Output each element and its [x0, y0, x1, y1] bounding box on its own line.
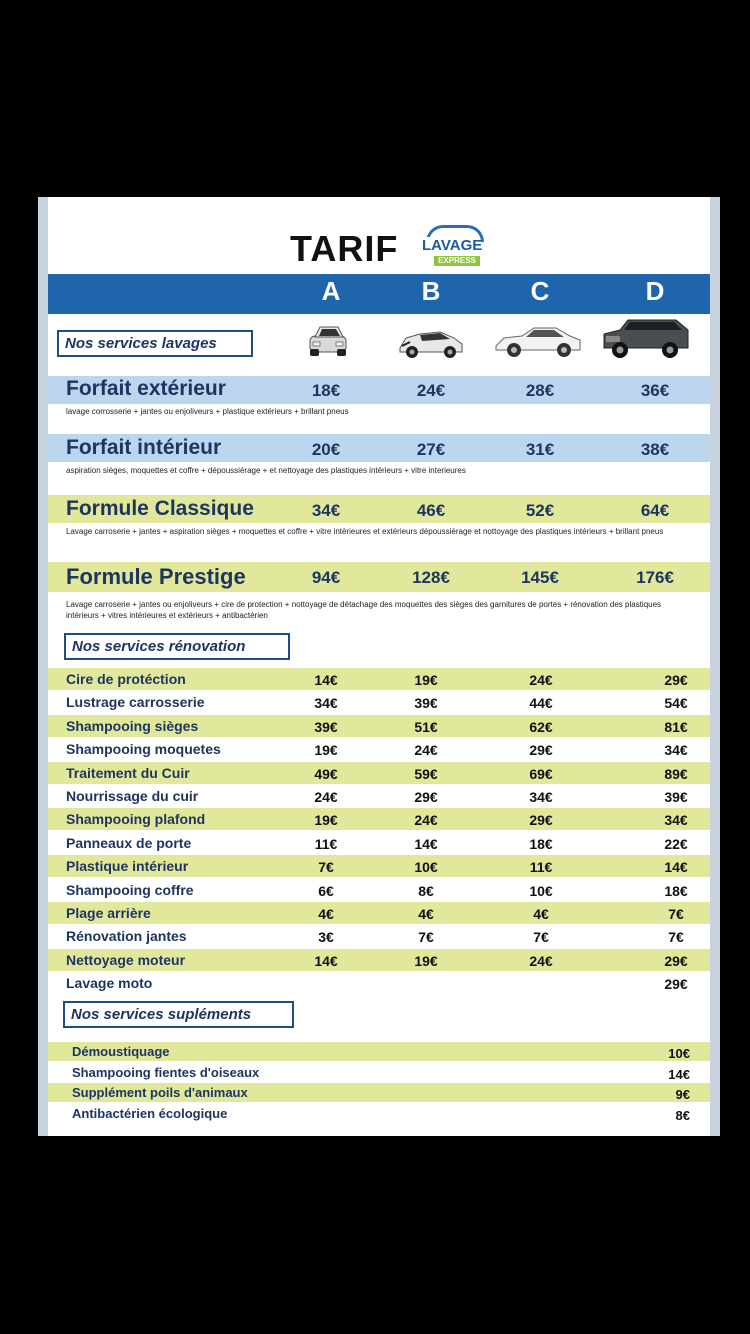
renovation-service-label: Nettoyage moteur: [66, 951, 186, 968]
renovation-service-label: Plastique intérieur: [66, 858, 189, 875]
renovation-price-b: 19€: [414, 672, 438, 688]
formula-price-b: 24€: [416, 381, 446, 400]
renovation-price-a: 6€: [318, 882, 334, 899]
column-a-header: A: [321, 276, 341, 306]
renovation-price-b: 51€: [414, 718, 438, 735]
formula-price-c: 52€: [525, 501, 555, 520]
renovation-price-b: 39€: [414, 695, 438, 712]
renovation-price-b: 19€: [414, 952, 438, 969]
renovation-price-b: 4€: [418, 906, 434, 922]
renovation-service-label: Plage arrière: [66, 905, 151, 921]
renovation-price-d: 34€: [664, 742, 688, 759]
formula-price-b: 27€: [416, 440, 446, 459]
renovation-price-d: 29€: [664, 952, 688, 969]
supplement-price: 10€: [668, 1046, 690, 1061]
renovation-price-a: 14€: [314, 952, 338, 969]
renovation-price-a: 14€: [314, 672, 338, 688]
compact-car-icon: [398, 324, 464, 360]
formula-name: Forfait extérieur: [66, 377, 226, 400]
supplement-price: 14€: [668, 1066, 690, 1082]
renovation-price-d: 18€: [664, 882, 688, 899]
column-b-header: B: [421, 276, 441, 306]
section-washes-label: Nos services lavages: [57, 330, 253, 357]
renovation-price-d: 54€: [664, 695, 688, 712]
section-supplements-label: Nos services supléments: [63, 1001, 294, 1028]
formula-description: Lavage carroserie + jantes + aspiration sièges + moquettes et coffre + vitre intèrieures et extérieurs dépoussiérage et nottoyage des plastiques intérieurs + brillant pneus: [66, 527, 664, 536]
supplement-service-label: Démoustiquage: [72, 1044, 170, 1059]
renovation-price-c: 29€: [529, 742, 553, 759]
renovation-price-c: 69€: [529, 765, 553, 782]
formula-price-b: 128€: [412, 568, 450, 587]
renovation-price-d: 7€: [668, 906, 684, 922]
formula-price-c: 28€: [525, 381, 555, 400]
renovation-price-c: 29€: [529, 812, 553, 829]
renovation-price-c: 24€: [529, 952, 553, 969]
renovation-price-d: 29€: [664, 672, 688, 688]
formula-price-c: 145€: [521, 568, 559, 587]
sheet-left-edge: [38, 197, 48, 1136]
column-c-header: C: [530, 276, 550, 306]
renovation-price-c: 11€: [529, 859, 553, 876]
renovation-price-d: 89€: [664, 765, 688, 782]
formula-price-c: 31€: [525, 440, 555, 459]
logo-express-text: EXPRESS: [434, 256, 480, 266]
renovation-price-b: 59€: [414, 765, 438, 782]
renovation-price-a: 49€: [314, 765, 338, 782]
supplement-service-label: Antibactérien écologique: [72, 1105, 228, 1121]
lavage-express-logo: [420, 225, 484, 267]
supplement-service-label: Supplément poils d'animaux: [72, 1085, 248, 1100]
renovation-price-c: 18€: [529, 835, 553, 852]
renovation-price-a: 34€: [314, 695, 338, 712]
formula-price-d: 38€: [640, 440, 670, 459]
renovation-service-label: Shampooing sièges: [66, 717, 199, 734]
supplement-price: 9€: [675, 1087, 690, 1102]
renovation-price-c: 62€: [529, 718, 553, 735]
renovation-price-a: 7€: [318, 859, 334, 876]
renovation-price-c: 4€: [533, 906, 549, 922]
renovation-service-label: Rénovation jantes: [66, 928, 187, 945]
renovation-price-d: 39€: [664, 789, 688, 805]
formula-name: Forfait intérieur: [66, 436, 222, 459]
renovation-service-label: Shampooing coffre: [66, 881, 194, 898]
column-d-header: D: [645, 276, 665, 306]
section-renovation-label: Nos services rénovation: [64, 633, 290, 660]
renovation-price-b: 14€: [414, 835, 438, 852]
renovation-price-c: 44€: [529, 695, 553, 712]
renovation-price-a: 19€: [314, 742, 338, 759]
renovation-price-b: 10€: [414, 859, 438, 876]
renovation-price-c: 7€: [533, 929, 549, 946]
formula-price-d: 176€: [636, 568, 674, 587]
category-header-bar: [48, 274, 710, 314]
sheet-right-edge: [710, 197, 720, 1136]
renovation-price-a: 3€: [318, 929, 334, 946]
renovation-service-label: Cire de protéction: [66, 671, 186, 687]
renovation-price-c: 24€: [529, 672, 553, 688]
renovation-price-d: 22€: [664, 835, 688, 852]
renovation-price-c: 34€: [529, 789, 553, 805]
renovation-price-b: 8€: [418, 882, 434, 899]
formula-price-a: 18€: [311, 381, 341, 400]
renovation-service-label: Traitement du Cuir: [66, 764, 190, 781]
supplement-service-label: Shampooing fientes d'oiseaux: [72, 1064, 260, 1080]
renovation-price-b: 24€: [414, 812, 438, 829]
renovation-price-b: 7€: [418, 929, 434, 946]
renovation-price-a: 39€: [314, 718, 338, 735]
renovation-price-d: 81€: [664, 718, 688, 735]
renovation-price-b: 24€: [414, 742, 438, 759]
suv-car-icon: [602, 316, 690, 360]
renovation-service-label: Nourrissage du cuir: [66, 788, 199, 804]
renovation-price-d: 14€: [664, 859, 688, 876]
formula-description: aspiration sièges, moquettes et coffre + dépoussiérage + et nettoyage des plastiques intérieurs + vitre interieures: [66, 466, 466, 475]
formula-price-a: 20€: [311, 440, 341, 459]
renovation-price-d: 29€: [664, 976, 688, 993]
renovation-price-c: 10€: [529, 882, 553, 899]
supplement-price: 8€: [675, 1107, 690, 1123]
renovation-service-label: Lustrage carrosserie: [66, 694, 205, 711]
renovation-price-d: 7€: [668, 929, 684, 946]
city-car-icon: [306, 322, 350, 360]
renovation-service-label: Panneaux de porte: [66, 834, 192, 851]
page-title: TARIF: [290, 228, 399, 269]
renovation-price-a: 19€: [314, 812, 338, 829]
formula-description: lavage corrosserie + jantes ou enjoliveurs + plastique extérieurs + brillant pneus: [66, 407, 349, 416]
sedan-car-icon: [494, 322, 582, 360]
renovation-service-label: Shampooing plafond: [66, 811, 206, 828]
formula-name: Formule Classique: [66, 497, 254, 520]
formula-price-d: 64€: [640, 501, 670, 520]
formula-price-a: 34€: [311, 501, 341, 520]
formula-price-a: 94€: [311, 568, 341, 587]
logo-lavage-text: LAVAGE: [422, 237, 483, 254]
renovation-price-b: 29€: [414, 789, 438, 805]
renovation-price-a: 11€: [314, 835, 338, 852]
formula-name: Formule Prestige: [66, 564, 246, 589]
renovation-service-label: Shampooing moquetes: [66, 741, 221, 758]
renovation-service-label: Lavage moto: [66, 975, 153, 992]
formula-description: Lavage carroserie + jantes ou enjoliveurs + cire de protection + nottoyage de détachage des moquettes des sièges des garnitures de portes + rénovation des plastiques intérieurs + vitres intérieures et extérieurs + antibactérien: [66, 600, 662, 620]
formula-price-b: 46€: [416, 501, 446, 520]
renovation-price-a: 4€: [318, 906, 334, 922]
renovation-price-a: 24€: [314, 789, 338, 805]
renovation-price-d: 34€: [664, 812, 688, 829]
formula-price-d: 36€: [640, 381, 670, 400]
